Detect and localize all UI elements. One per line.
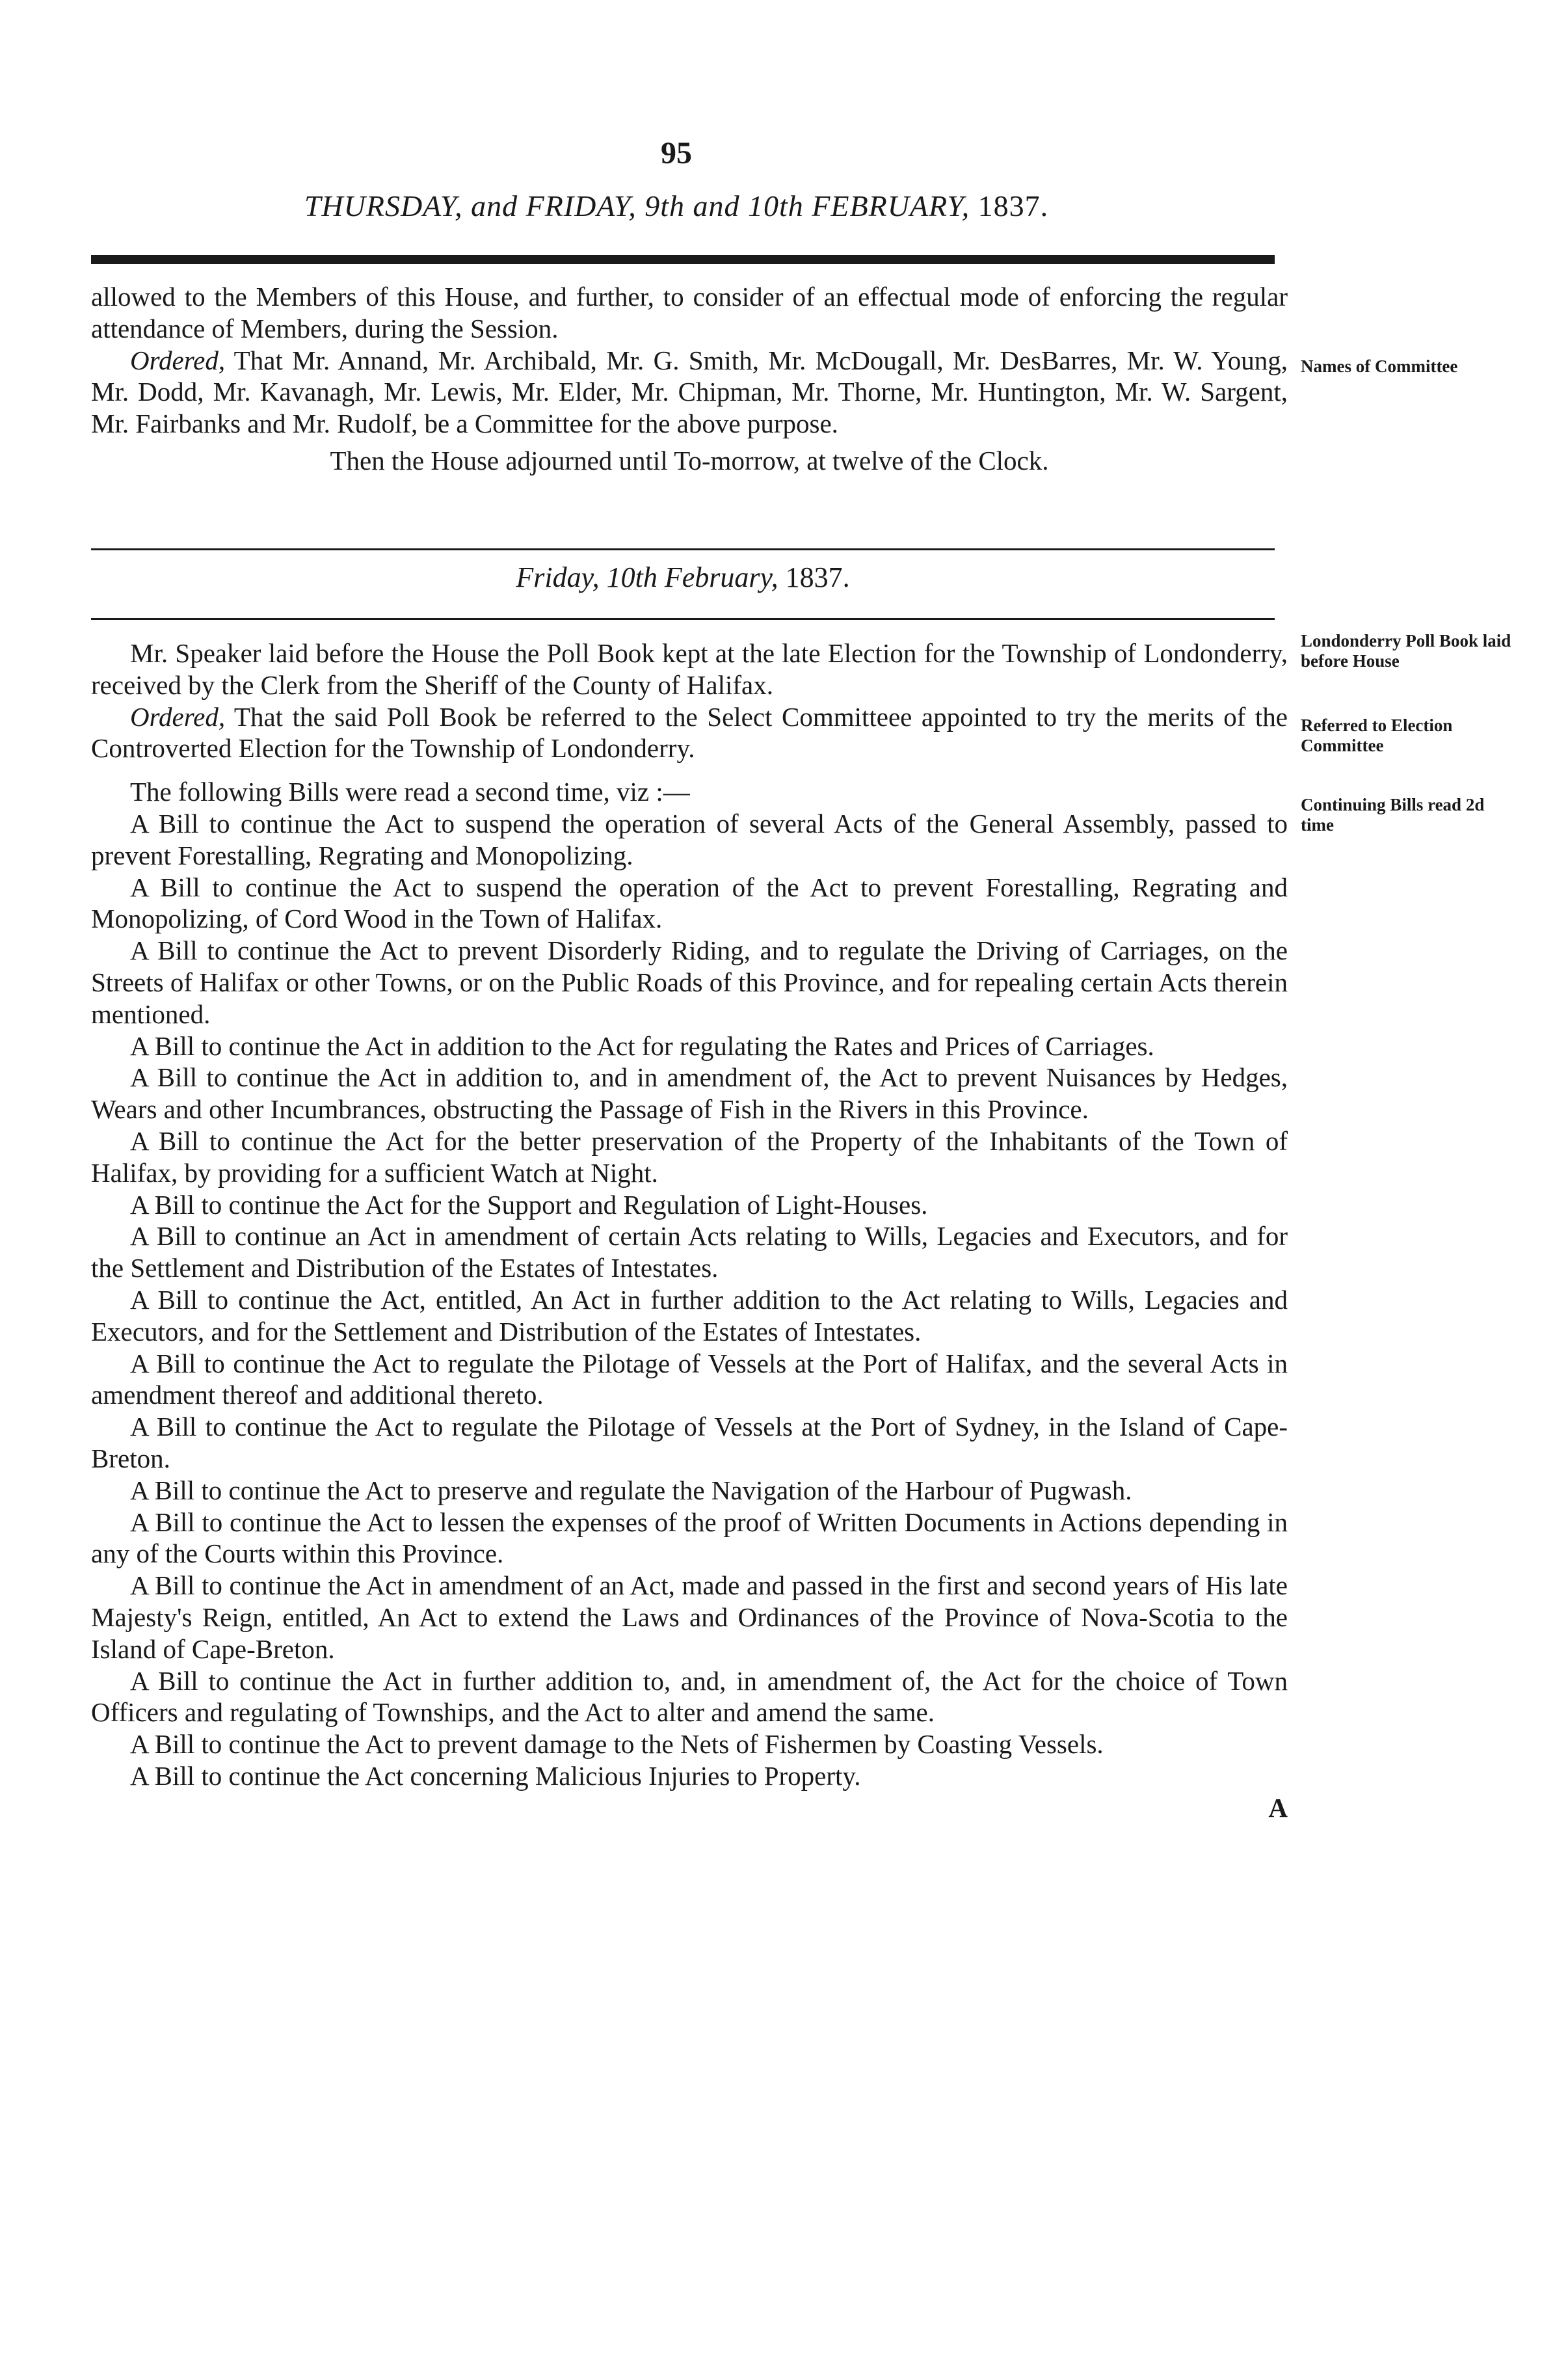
committee-order-paragraph [91,345,1288,440]
ordered-word: Ordered, [130,701,226,732]
bill-paragraph: A Bill to continue the Act concerning Malicious Injuries to Property. [130,1760,861,1791]
catchword-text: A [1268,1792,1288,1823]
date-line-day: Friday, 10th February, [516,561,778,593]
running-head-year: 1837. [977,189,1049,222]
page-number: 95 [661,136,692,170]
rule-before-date [91,548,1275,550]
bill-paragraph: A Bill to continue the Act in addition to the Act for regulating the Rates and Prices of Carriages. [130,1030,1154,1061]
bill-paragraph: A Bill to continue the Act for the better preservation of the Property of the Inhabitants of the Town of Halifax, by providing for a sufficient Watch at Night. [91,1125,1288,1188]
bill-paragraph: A Bill to continue the Act to suspend the operation of the Act to prevent Forestalling, Regrating and Monopolizing, of Cord Wood in the Town of Halifax. [91,872,1288,934]
bill-paragraph: A Bill to continue the Act for the Support and Regulation of Light-Houses. [130,1189,928,1220]
bill-paragraph: A Bill to continue the Act to regulate the Pilotage of Vessels at the Port of Sydney, in the Island of Cape-Breton. [91,1412,1288,1473]
margin-note-committee: Names of Committee [1301,356,1458,376]
bill-paragraph: A Bill to continue the Act to lessen the expenses of the proof of Written Documents in Actions depending in any of the Courts within this Province. [91,1507,1288,1569]
margin-note-referred: Referred to Election Committee [1301,716,1453,755]
margin-note-poll-book: Londonderry Poll Book laid before House [1301,631,1511,671]
running-head-days: THURSDAY, and FRIDAY, 9th and 10th FEBRUARY, [304,189,970,222]
catchword [91,1792,1288,1824]
bill-paragraph: A Bill to continue the Act to regulate the Pilotage of Vessels at the Port of Halifax, and the several Acts in amendment thereof and additional thereto. [91,1348,1288,1410]
bill-paragraph: A Bill to continue the Act to prevent damage to the Nets of Fishermen by Coasting Vessels. [130,1729,1104,1760]
bill-paragraph: A Bill to continue the Act, entitled, An Act in further addition to the Act relating to Wills, Legacies and Executors, and for the Settlement and Distribution of the Estates of Intestates. [91,1284,1288,1347]
committee-order-text: That Mr. Annand, Mr. Archibald, Mr. G. Smith, Mr. McDougall, Mr. DesBarres, Mr. W. Young, Mr. Dodd, Mr. Kavanagh, Mr. Lewis, Mr. Elder, Mr. Chipman, Mr. Thorne, Mr. Huntington, Mr. W. Sargent, Mr. Fairbanks and Mr. Rudolf, be a Committee for the above purpose. [91,345,1288,439]
continuation-paragraph: allowed to the Members of this House, and further, to consider of an effectual mode of enforcing the regular attendance of Members, during the Session. [91,282,1288,343]
bill-paragraph: A Bill to continue the Act to prevent Disorderly Riding, and to regulate the Driving of Carriages, on the Streets of Halifax or other Towns, or on the Public Roads of this Province, and for repealing certain Acts therein mentioned. [91,935,1288,1029]
date-line [91,561,1275,594]
bill-paragraph: A Bill to continue the Act to preserve and regulate the Navigation of the Harbour of Pugwash. [130,1475,1132,1505]
rule-after-date [91,618,1275,620]
bill-paragraph: A Bill to continue the Act in amendment of an Act, made and passed in the first and second years of His late Majesty's Reign, entitled, An Act to extend the Laws and Ordinances of the Province of Nova-Scotia to the Island of Cape-Breton. [91,1570,1288,1664]
ordered-word: Ordered, [130,345,226,375]
section-thursday [91,281,1288,477]
section-friday [91,637,1288,1823]
bills-intro: The following Bills were read a second time, viz :— [130,777,690,807]
adjournment-line: Then the House adjourned until To-morrow, at twelve of the Clock. [330,445,1049,476]
date-line-year: 1837. [785,561,850,593]
header-rule [91,255,1275,264]
poll-book-paragraph: Mr. Speaker laid before the House the Poll Book kept at the late Election for the Township of Londonderry, received by the Clerk from the Sheriff of the County of Halifax. [91,638,1288,700]
bill-paragraph: A Bill to continue an Act in amendment of certain Acts relating to Wills, Legacies and Executors, and for the Settlement and Distribution of the Estates of Intestates. [91,1221,1288,1283]
referral-order-text: That the said Poll Book be referred to the Select Committeee appointed to try the merits of the Controverted Election for the Township of Londonderry. [91,701,1288,764]
bill-paragraph: A Bill to continue the Act in further addition to, and, in amendment of, the Act for the choice of Town Officers and regulating of Townships, and the Act to alter and amend the same. [91,1665,1288,1728]
spacer [91,764,1288,776]
referral-order-paragraph [91,701,1288,765]
bill-paragraph: A Bill to continue the Act to suspend the operation of several Acts of the General Assembly, passed to prevent Forestalling, Regrating and Monopolizing. [91,808,1288,870]
margin-note-bills: Continuing Bills read 2d time [1301,795,1485,835]
bill-paragraph: A Bill to continue the Act in addition to, and in amendment of, the Act to prevent Nuisances by Hedges, Wears and other Incumbrances, obstructing the Passage of Fish in the Rivers in this Province. [91,1062,1288,1125]
running-head [0,189,1353,223]
